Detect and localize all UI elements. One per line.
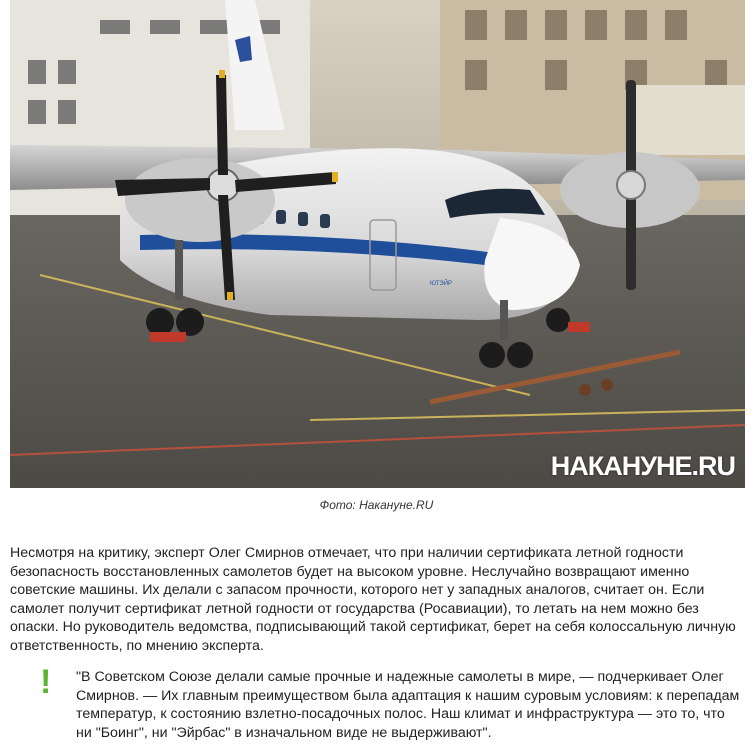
watermark-logo: НАКАНУНЕ.RU <box>550 451 735 481</box>
exclamation-icon: ! <box>40 663 52 701</box>
photo-caption: Фото: Накануне.RU <box>319 498 434 512</box>
expert-quote: "В Советском Союзе делали самые прочные и надежные самолеты в мире, — подчеркивает Олег Смирнов. — Их главным преимуществом была адаптация к нашим суровым условиям: к перепадам температур, к состоянию взлетно-посадочных полос. Наш климат и инфраструктура — это то, что ни "Боинг", ни "Эйрбас" в изначальном виде не выдерживают". <box>76 669 740 741</box>
article-photo <box>10 0 745 488</box>
airline-logo-label: ЮТЭЙР <box>430 281 453 287</box>
aircraft-code-label: АН-24РВ <box>410 247 440 254</box>
engine-nacelle <box>125 158 275 242</box>
airplane-photo-illustration <box>10 0 745 488</box>
article-paragraph: Несмотря на критику, эксперт Олег Смирнов отмечает, что при наличии сертификата летной годности безопасность восстановленных самолетов будет на высоком уровне. Неслучайно возвращают именно советские машины. Их делали с запасом прочности, которого нет у западных аналогов, считает он. Если самолет получит сертификат летной годности от государства (Росавиации), то летать на нем можно без опаски. Но руководитель ведомства, подписывающий такой сертификат, берет на себя колоссальную личную ответственность, по мнению эксперта. <box>10 545 736 654</box>
